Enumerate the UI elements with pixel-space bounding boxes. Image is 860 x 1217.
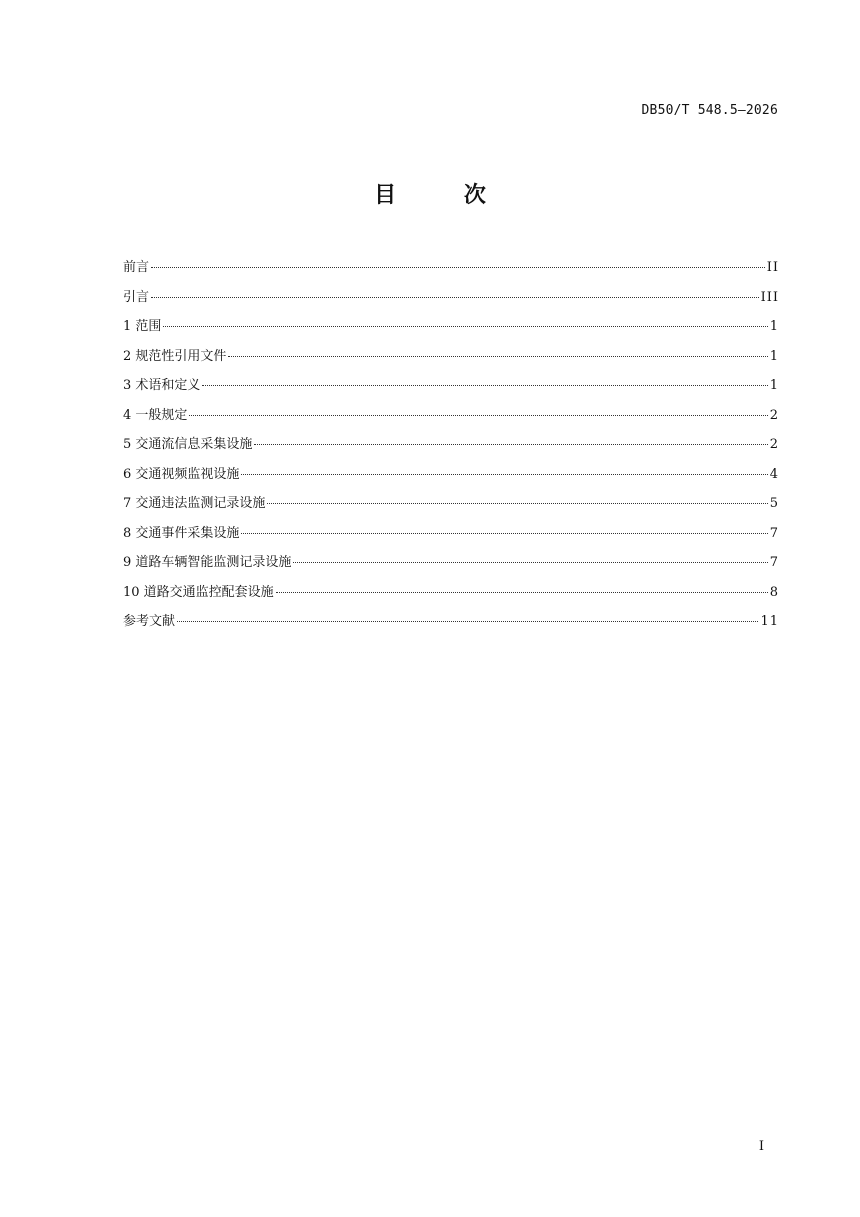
toc-entry-supporting-facilities[interactable] bbox=[123, 581, 779, 611]
toc-leader-dots bbox=[241, 532, 767, 534]
toc-leader-dots bbox=[189, 414, 767, 416]
toc-entry-preface[interactable] bbox=[123, 256, 779, 286]
toc-leader-dots bbox=[267, 502, 767, 504]
toc-entry-label: 3 术语和定义 bbox=[123, 378, 201, 393]
toc-entry-page: 11 bbox=[760, 614, 779, 629]
toc-title: 目 次 bbox=[374, 183, 516, 208]
toc-entry-incident-collection[interactable] bbox=[123, 522, 779, 552]
document-code: DB50/T 548.5—2026 bbox=[641, 103, 778, 118]
toc-entry-label: 2 规范性引用文件 bbox=[123, 348, 227, 364]
toc-leader-dots bbox=[254, 443, 767, 445]
toc-entry-label: 前言 bbox=[123, 260, 150, 275]
toc-leader-dots bbox=[151, 296, 759, 298]
toc-entry-page: 4 bbox=[769, 466, 779, 482]
toc-entry-page: III bbox=[760, 289, 779, 305]
toc-entry-scope[interactable] bbox=[123, 315, 779, 345]
toc-entry-page: 5 bbox=[769, 496, 779, 511]
toc-leader-dots bbox=[293, 561, 767, 563]
toc-entry-page: 1 bbox=[769, 378, 779, 393]
toc-leader-dots bbox=[177, 620, 758, 622]
toc-entry-label: 8 交通事件采集设施 bbox=[123, 525, 240, 541]
toc-entry-page: 2 bbox=[769, 437, 779, 452]
toc-entry-page: 8 bbox=[769, 584, 779, 600]
toc-entry-page: 7 bbox=[769, 555, 779, 570]
toc-entry-label: 4 一般规定 bbox=[123, 407, 188, 423]
toc-entry-terms-definitions[interactable] bbox=[123, 374, 779, 404]
toc-entry-page: II bbox=[766, 260, 779, 275]
toc-entry-label: 10 道路交通监控配套设施 bbox=[123, 584, 274, 600]
toc-leader-dots bbox=[241, 473, 767, 475]
toc-entry-general-provisions[interactable] bbox=[123, 404, 779, 434]
toc-entry-label: 9 道路车辆智能监测记录设施 bbox=[123, 555, 292, 570]
toc-entry-label: 7 交通违法监测记录设施 bbox=[123, 496, 266, 511]
toc-entry-video-surveillance[interactable] bbox=[123, 463, 779, 493]
toc-leader-dots bbox=[276, 591, 768, 593]
toc-entry-violation-recording[interactable] bbox=[123, 492, 779, 522]
toc-entry-label: 6 交通视频监视设施 bbox=[123, 466, 240, 482]
toc-entry-introduction[interactable] bbox=[123, 286, 779, 316]
toc-entry-page: 1 bbox=[769, 319, 779, 334]
toc-entry-page: 2 bbox=[769, 407, 779, 423]
toc-entry-label: 参考文献 bbox=[123, 614, 176, 629]
toc-leader-dots bbox=[163, 325, 767, 327]
toc-entry-page: 7 bbox=[769, 525, 779, 541]
toc-leader-dots bbox=[228, 355, 767, 357]
toc-entry-label: 5 交通流信息采集设施 bbox=[123, 437, 253, 452]
table-of-contents bbox=[123, 256, 779, 640]
toc-entry-label: 引言 bbox=[123, 289, 150, 305]
page-number: I bbox=[758, 1139, 764, 1154]
toc-entry-page: 1 bbox=[769, 348, 779, 364]
toc-entry-label: 1 范围 bbox=[123, 319, 162, 334]
toc-entry-traffic-flow-collection[interactable] bbox=[123, 433, 779, 463]
toc-entry-bibliography[interactable] bbox=[123, 610, 779, 640]
toc-entry-normative-references[interactable] bbox=[123, 345, 779, 375]
toc-leader-dots bbox=[151, 266, 765, 268]
toc-leader-dots bbox=[202, 384, 767, 386]
toc-entry-vehicle-monitoring[interactable] bbox=[123, 551, 779, 581]
